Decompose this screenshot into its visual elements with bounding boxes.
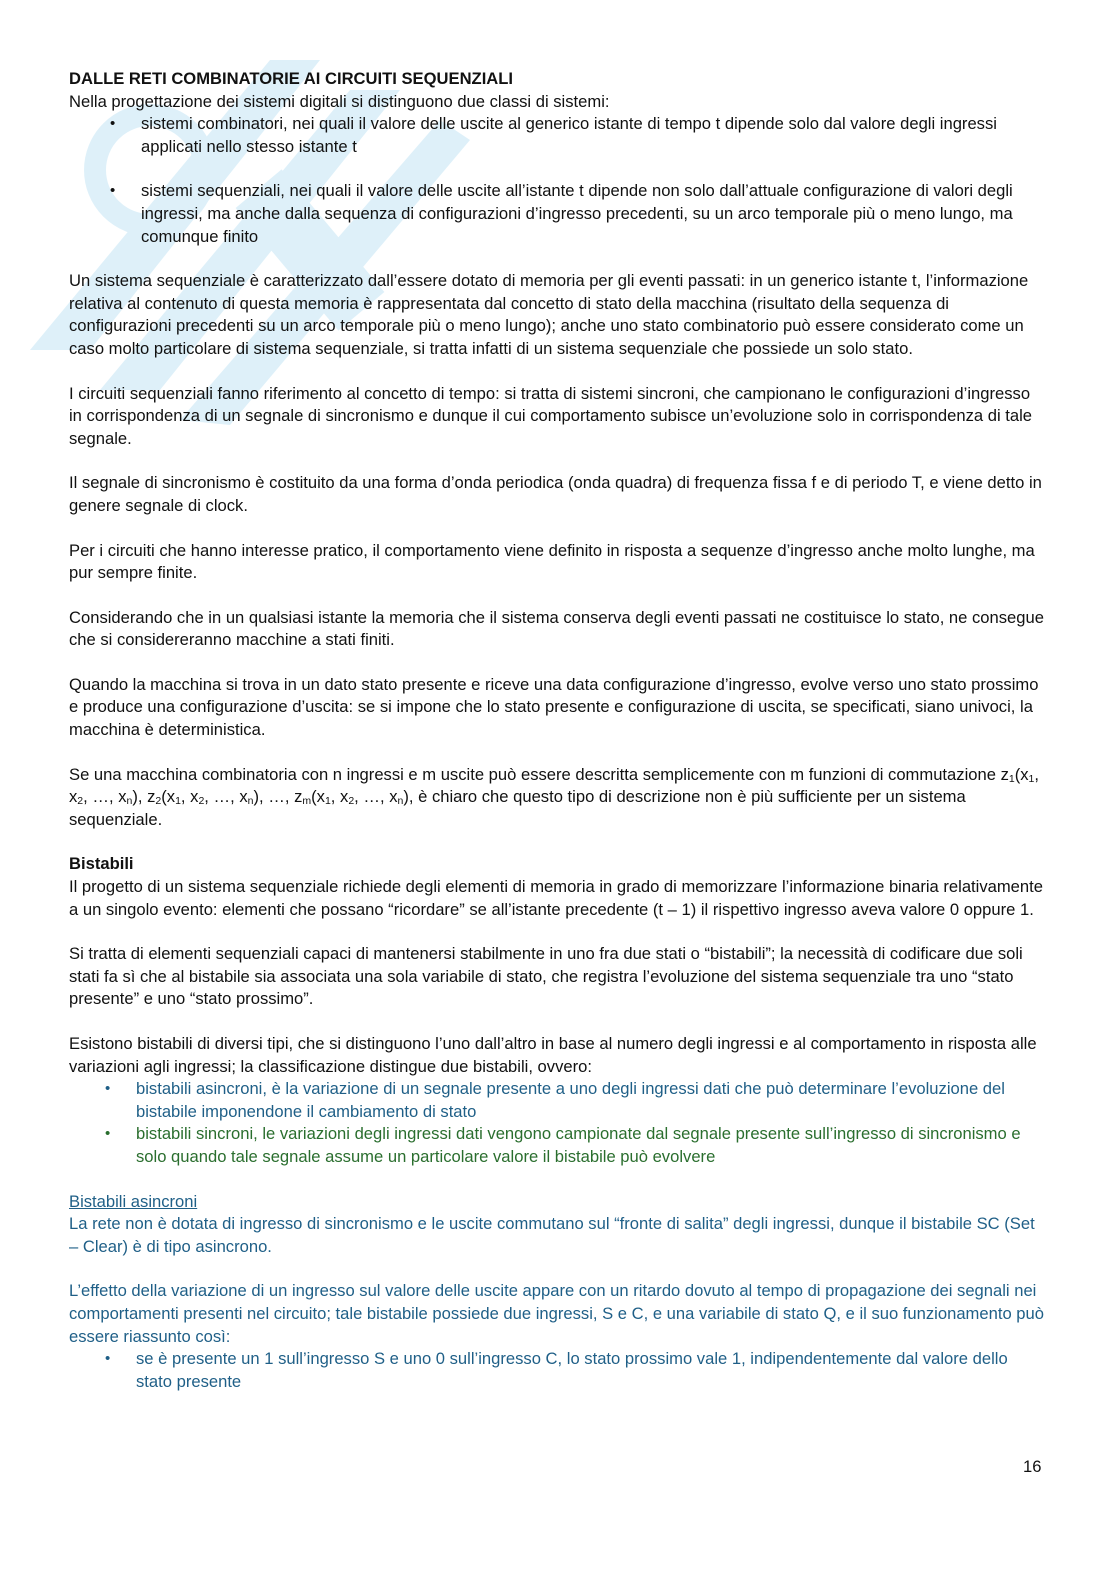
formula-text: Se una macchina combinatoria con n ingressi e m uscite può essere descritta semplicemente con m funzioni di commutazione	[69, 764, 1001, 784]
formula-var: x	[166, 787, 176, 807]
section-title: Bistabili	[69, 854, 134, 874]
paragraph: Considerando che in un qualsiasi istante la memoria che il sistema conserva degli eventi passati ne costituisce lo stato, ne consegue che si considereranno macchine a stati finiti.	[69, 607, 1044, 650]
formula-sub: 1	[1028, 772, 1035, 785]
paragraph: Il segnale di sincronismo è costituito da una forma d’onda periodica (onda quadra) di frequenza fissa f e di periodo T, e viene detto in genere segnale di clock.	[69, 473, 1042, 515]
paragraph: I circuiti sequenziali fanno riferimento al concetto di tempo: si tratta di sistemi sincroni, che campionano le configurazioni d’ingresso in corrispondenza di un segnale di sincronismo e dunque il cui comportamento subisce un’evoluzione solo in corrispondenza di tale segnale.	[69, 383, 1033, 448]
formula-var: x	[118, 787, 127, 807]
intro-paragraph: Nella progettazione dei sistemi digitali si distinguono due classi di sistemi:	[69, 91, 610, 111]
formula-var: x	[239, 787, 248, 807]
bullet-list	[69, 1078, 1044, 1168]
formula-ellipsis: …	[268, 787, 285, 807]
formula-sub: 1	[1008, 772, 1015, 785]
list-item: • se è presente un 1 sull’ingresso S e uno 0 sull’ingresso C, lo stato prossimo vale 1, indipendentemente dal valore dello stato presente	[136, 1348, 1044, 1393]
bullet-list	[69, 1348, 1044, 1393]
formula-var: z	[147, 787, 156, 807]
paragraph: Esistono bistabili di diversi tipi, che si distinguono l’uno dall’altro in base al numero degli ingressi e al comportamento in risposta alle variazioni agli ingressi; la classificazione distingue due bistabili, ovvero:	[69, 1034, 1037, 1076]
list-item: • sistemi sequenziali, nei quali il valore delle uscite all’istante t dipende non solo dall’attuale configurazione di valori degli ingressi, ma anche dalla sequenza di configurazioni d’ingresso precedenti, su un arco temporale più o meno lungo, ma comunque finito	[141, 180, 1044, 248]
paragraph: L’effetto della variazione di un ingresso sul valore delle uscite appare con un ritardo dovuto al tempo di propagazione dei segnali nei comportamenti presenti nel circuito; tale bistabile possiede due ingressi, S e C, e una variabile di stato Q, e il suo funzionamento può essere riassunto così:	[69, 1281, 1044, 1346]
formula-sub: 2	[77, 795, 84, 808]
formula-sub: 1	[175, 795, 181, 808]
formula-var: x	[389, 787, 398, 807]
formula-var: x	[69, 787, 78, 807]
formula-var: x	[190, 787, 199, 807]
list-item: • bistabili asincroni, è la variazione di un segnale presente a uno degli ingressi dati che può determinare l’evoluzione del bistabile imponendone il cambiamento di stato	[136, 1078, 1044, 1123]
formula-var: x	[316, 787, 325, 807]
paragraph: Un sistema sequenziale è caratterizzato dall’essere dotato di memoria per gli eventi passati: in un generico istante t, l’informazione relativa al contenuto di questa memoria è rappresentata dal concetto di stato della macchina (risultato della sequenza di configurazioni precedenti su un arco temporale più o meno lungo); anche uno stato combinatorio può essere considerato come un caso molto particolare di sistema sequenziale, si tratta infatti di un sistema sequenziale che possiede un solo stato.	[69, 271, 1029, 358]
subsection-title: Bistabili asincroni	[69, 1191, 198, 1211]
formula-ellipsis: …	[92, 787, 109, 807]
formula-var: x	[1020, 764, 1029, 784]
formula-var: x	[340, 787, 349, 807]
formula-sub: n	[247, 795, 254, 808]
document-page	[69, 68, 1044, 1393]
formula-sub: 2	[198, 795, 205, 808]
formula-paragraph: Se una macchina combinatoria con n ingressi e m uscite può essere descritta semplicemente con m funzioni di commutazione $z_1(x_1$, $x_2$, …, $x_n$), $z_2(x_1$, $x_2$, …, $x_n$), …, $z_m(x_1$, $x_2$, …, $x_n$), è chiaro che questo tipo di descrizione non è più sufficiente per un sistema sequenziale.	[69, 764, 1039, 829]
page-number: 16	[1023, 1457, 1042, 1476]
paragraph: Per i circuiti che hanno interesse pratico, il comportamento viene definito in risposta a sequenze d’ingresso anche molto lunghe, ma pur sempre finite.	[69, 540, 1035, 583]
paragraph: Si tratta di elementi sequenziali capaci di mantenersi stabilmente in uno fra due stati o “bistabili”; la necessità di codificare due soli stati fa sì che al bistabile sia associata una sola variabile di stato, che registra l’evoluzione del sistema sequenziale tra uno “stato presente” e uno “stato prossimo”.	[69, 944, 1023, 1009]
formula-var: z	[1000, 764, 1009, 784]
list-item: • sistemi combinatori, nei quali il valore delle uscite al generico istante di tempo t dipende solo dal valore degli ingressi applicati nello stesso istante t	[141, 113, 1044, 158]
formula-var: z	[294, 787, 303, 807]
formula-ellipsis: …	[363, 787, 380, 807]
paragraph: La rete non è dotata di ingresso di sincronismo e le uscite commutano sul “fronte di salita” degli ingressi, dunque il bistabile SC (Set – Clear) è di tipo asincrono.	[69, 1214, 1035, 1256]
list-item: • bistabili sincroni, le variazioni degli ingressi dati vengono campionate dal segnale presente sull’ingresso di sincronismo e solo quando tale segnale assume un particolare valore il bistabile può evolvere	[136, 1123, 1044, 1168]
formula-sub: n	[397, 795, 404, 808]
paragraph: Quando la macchina si trova in un dato stato presente e riceve una data configurazione d’ingresso, evolve verso uno stato prossimo e produce una configurazione d’uscita: se si impone che lo stato presente e configurazione di uscita, se specificati, siano univoci, la macchina è deterministica.	[69, 674, 1039, 740]
formula-sub: 2	[348, 795, 355, 808]
formula-ellipsis: …	[213, 787, 231, 807]
paragraph: Il progetto di un sistema sequenziale richiede degli elementi di memoria in grado di memorizzare l’informazione binaria relativamente a un singolo evento: elementi che possano “ricordare” se all’istante precedente (t – 1) il rispettivo ingresso aveva valore 0 oppure 1.	[69, 877, 1043, 919]
formula-sub: m	[302, 795, 312, 808]
formula-sub: n	[126, 795, 133, 808]
section-title: DALLE RETI COMBINATORIE AI CIRCUITI SEQUENZIALI	[69, 69, 514, 88]
formula-text: , è chiaro che questo tipo di descrizione non è più sufficiente per un sistema sequenziale.	[69, 787, 966, 829]
bullet-list	[69, 113, 1044, 248]
formula-sub: 2	[155, 795, 162, 808]
formula-sub: 1	[324, 795, 331, 808]
